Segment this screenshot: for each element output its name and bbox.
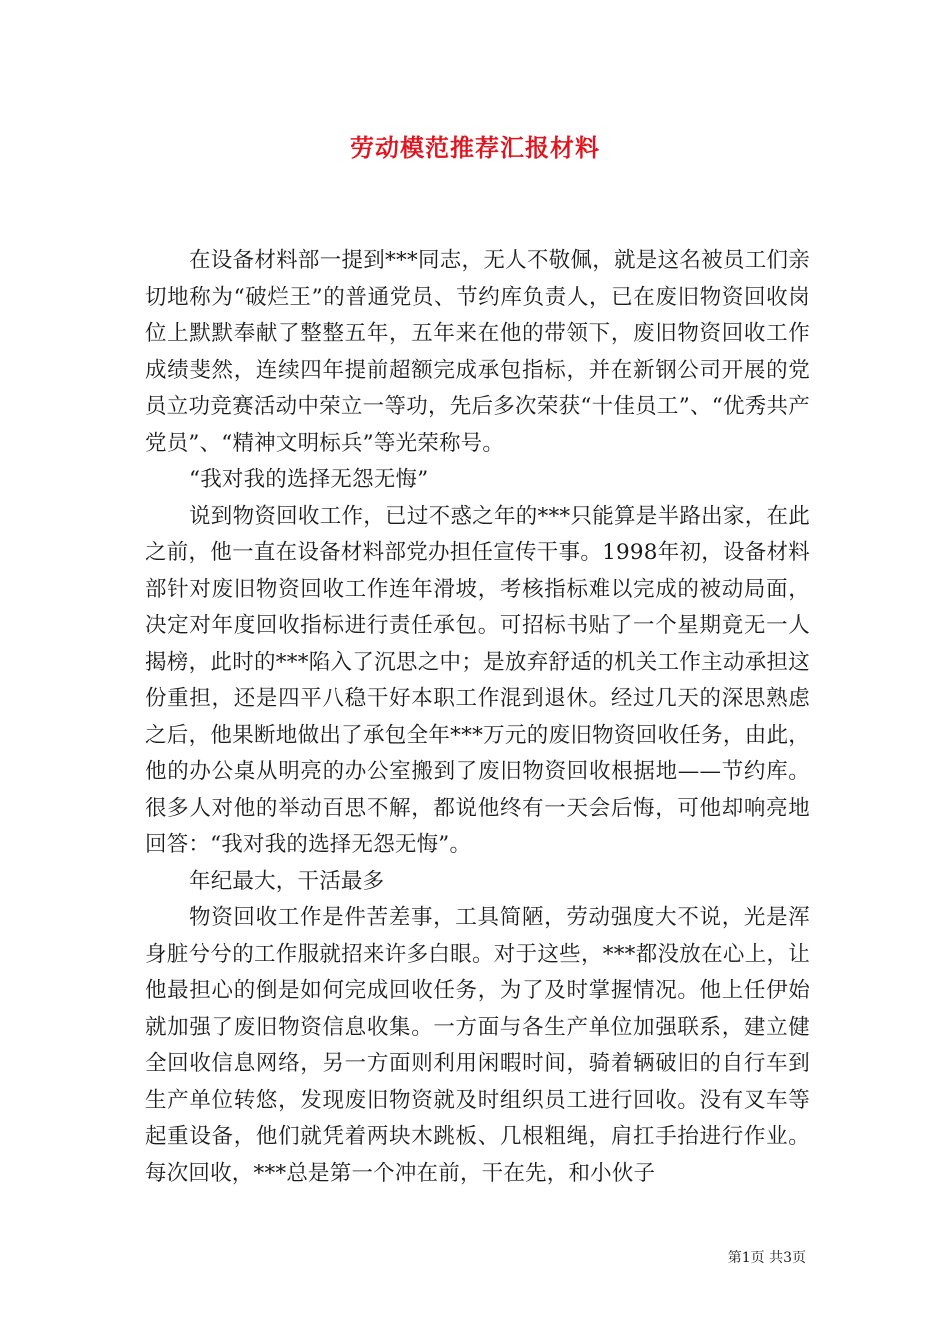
paragraph-recycling-work: 物资回收工作是件苦差事，工具简陋，劳动强度大不说，光是浑身脏兮兮的工作服就招来许多白眼。对于这些，***都没放在心上，让他最担心的倒是如何完成回收任务，为了及时掌握情况。他上任伊始就加强了废旧物资信息收集。一方面与各生产单位加强联系，建立健全回收信息网络，另一方面则利用闲暇时间，骑着辆破旧的自行车到生产单位转悠，发现废旧物资就及时组织员工进行回收。没有叉车等起重设备，他们就凭着两块木跳板、几根粗绳，肩扛手抬进行作业。每次回收，***总是第一个冲在前，干在先，和小伙子 — [145, 905, 810, 1186]
paragraph-career-change: 说到物资回收工作，已过不惑之年的***只能算是半路出家，在此之前，他一直在设备材料部党办担任宣传干事。1998年初，设备材料部针对废旧物资回收工作连年滑坡，考核指标难以完成的被动局面，决定对年度回收指标进行责任承包。可招标书贴了一个星期竟无一人揭榜，此时的***陷入了沉思之中；是放弃舒适的机关工作主动承担这份重担，还是四平八稳干好本职工作混到退休。经过几天的深思熟虑之后，他果断地做出了承包全年***万元的废旧物资回收任务，由此，他的办公桌从明亮的办公室搬到了废旧物资回收根据地——节约库。很多人对他的举动百思不解，都说他终有一天会后悔，可他却响亮地回答：“我对我的选择无怨无悔”。 — [145, 503, 810, 857]
section-heading-no-regret: “我对我的选择无怨无悔” — [189, 467, 429, 492]
page-suffix: 页 — [792, 1250, 806, 1266]
section-heading-oldest-hardest: 年纪最大，干活最多 — [189, 868, 385, 894]
document-body — [145, 243, 810, 1192]
paragraph-intro: 在设备材料部一提到***同志，无人不敬佩，就是这名被员工们亲切地称为“破烂王”的普通党员、节约库负责人，已在废旧物资回收岗位上默默奉献了整整五年，五年来在他的带领下，废旧物资回收工作成绩斐然，连续四年提前超额完成承包指标，并在新钢公司开展的党员立功竞赛活动中荣立一等功，先后多次荣获“十佳员工”、“优秀共产党员”、“精神文明标兵”等光荣称号。 — [145, 248, 810, 456]
total-page-number: 3 — [783, 1250, 792, 1266]
page-number-footer — [728, 1247, 806, 1267]
current-page-number: 1 — [741, 1250, 751, 1266]
page-middle: 页 共 — [750, 1250, 784, 1266]
document-title: 劳动模范推荐汇报材料 — [350, 133, 600, 162]
page-prefix: 第 — [727, 1250, 742, 1266]
